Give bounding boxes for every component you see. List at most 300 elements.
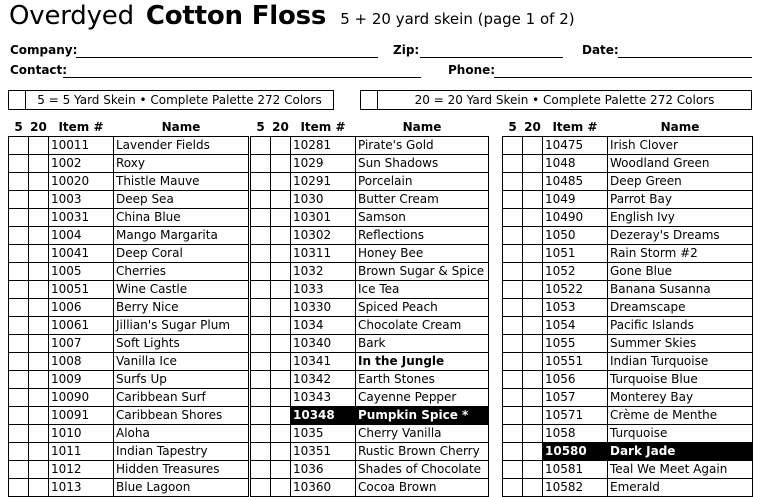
color-name: Rain Storm #2: [608, 245, 753, 263]
color-name: Ice Tea: [356, 281, 489, 299]
item-number: 1053: [543, 299, 608, 317]
color-name: Cherry Vanilla: [356, 425, 489, 443]
checkbox-5-yard[interactable]: [251, 209, 271, 227]
item-number: 1033: [291, 281, 356, 299]
checkbox-5-yard[interactable]: [503, 155, 523, 173]
checkbox-20-yard[interactable]: [29, 443, 49, 461]
checkbox-5-yard[interactable]: [251, 299, 271, 317]
item-number: 10581: [543, 461, 608, 479]
checkbox-5-yard[interactable]: [251, 155, 271, 173]
checkbox-5-yard[interactable]: [9, 155, 29, 173]
color-table-1: [8, 118, 249, 497]
table-row: [9, 299, 249, 317]
table-row: [503, 299, 753, 317]
checkbox-5-yard[interactable]: [251, 263, 271, 281]
checkbox-20-yard[interactable]: [523, 245, 543, 263]
checkbox-5-yard[interactable]: [251, 353, 271, 371]
color-name: Caribbean Shores: [114, 407, 249, 425]
checkbox-5-yard[interactable]: [503, 461, 523, 479]
table-row: [9, 317, 249, 335]
company-label: Company:: [10, 43, 78, 57]
color-name: Surfs Up: [114, 371, 249, 389]
item-number: 10291: [291, 173, 356, 191]
checkbox-5-yard[interactable]: [251, 335, 271, 353]
table-row: [503, 407, 753, 425]
item-number: 10041: [49, 245, 114, 263]
item-number: 10091: [49, 407, 114, 425]
table-row: [503, 425, 753, 443]
checkbox-20-yard[interactable]: [523, 371, 543, 389]
header-name: Name: [660, 120, 700, 134]
item-number: 1012: [49, 461, 114, 479]
checkbox-20-yard[interactable]: [29, 263, 49, 281]
company-field[interactable]: [76, 57, 378, 58]
item-number: 1008: [49, 353, 114, 371]
table-row: [251, 317, 489, 335]
item-number: 1030: [291, 191, 356, 209]
checkbox-5-yard[interactable]: [9, 317, 29, 335]
item-number: 10340: [291, 335, 356, 353]
item-number: 10061: [49, 317, 114, 335]
checkbox-5-yard[interactable]: [9, 425, 29, 443]
color-name: Thistle Mauve: [114, 173, 249, 191]
checkbox-20-yard[interactable]: [271, 461, 291, 479]
title-light: Overdyed: [9, 1, 134, 31]
item-number: 1007: [49, 335, 114, 353]
table-row: [251, 191, 489, 209]
checkbox-20-yard[interactable]: [271, 191, 291, 209]
color-name: China Blue: [114, 209, 249, 227]
checkbox-5-yard[interactable]: [251, 137, 271, 155]
table-row: [503, 389, 753, 407]
checkbox-5-yard[interactable]: [503, 353, 523, 371]
table-row: [503, 245, 753, 263]
color-name: Hidden Treasures: [114, 461, 249, 479]
checkbox-5-yard[interactable]: [9, 263, 29, 281]
checkbox-20-yard[interactable]: [523, 317, 543, 335]
item-number: 10330: [291, 299, 356, 317]
checkbox-5-yard[interactable]: [503, 281, 523, 299]
checkbox-5-yard[interactable]: [9, 371, 29, 389]
color-name: Turquoise Blue: [608, 371, 753, 389]
table-row: [251, 281, 489, 299]
checkbox-5-yard[interactable]: [9, 335, 29, 353]
table-row: [503, 371, 753, 389]
checkbox-20-yard[interactable]: [523, 425, 543, 443]
table-row: [503, 335, 753, 353]
color-name: Brown Sugar & Spice: [356, 263, 489, 281]
checkbox-20-yard[interactable]: [271, 245, 291, 263]
checkbox-5-yard[interactable]: [9, 209, 29, 227]
item-number: 10475: [543, 137, 608, 155]
checkbox-5-yard[interactable]: [251, 371, 271, 389]
table-row: [9, 479, 249, 497]
item-number: 1054: [543, 317, 608, 335]
checkbox-20-yard[interactable]: [523, 191, 543, 209]
item-number: 1048: [543, 155, 608, 173]
color-name: Emerald: [608, 479, 753, 497]
contact-field[interactable]: [63, 77, 421, 78]
checkbox-5-yard[interactable]: [251, 245, 271, 263]
color-name: Butter Cream: [356, 191, 489, 209]
color-name: Indian Turquoise: [608, 353, 753, 371]
checkbox-20-yard[interactable]: [271, 227, 291, 245]
checkbox-20-yard[interactable]: [523, 389, 543, 407]
color-name: Mango Margarita: [114, 227, 249, 245]
checkbox-20-yard[interactable]: [523, 209, 543, 227]
checkbox-20-yard[interactable]: [29, 389, 49, 407]
header-item: Item #: [300, 120, 346, 134]
item-number: 10031: [49, 209, 114, 227]
table-row: [503, 173, 753, 191]
checkbox-20-yard[interactable]: [271, 479, 291, 497]
table-row: [503, 227, 753, 245]
color-name: Reflections: [356, 227, 489, 245]
color-name: Turquoise: [608, 425, 753, 443]
item-number: 1055: [543, 335, 608, 353]
checkbox-5-yard[interactable]: [251, 461, 271, 479]
checkbox-5-yard[interactable]: [251, 479, 271, 497]
table-row: [9, 173, 249, 191]
checkbox-20-yard[interactable]: [29, 209, 49, 227]
checkbox-20-yard[interactable]: [271, 335, 291, 353]
color-name: Jillian's Sugar Plum: [114, 317, 249, 335]
item-number: 1035: [291, 425, 356, 443]
table-row: [503, 209, 753, 227]
legend-5-checkbox[interactable]: [9, 91, 26, 109]
checkbox-5-yard[interactable]: [9, 461, 29, 479]
table-row: [9, 209, 249, 227]
checkbox-5-yard[interactable]: [9, 479, 29, 497]
checkbox-20-yard[interactable]: [29, 353, 49, 371]
table-row: [251, 353, 489, 371]
item-number: 10051: [49, 281, 114, 299]
header-5: 5: [256, 120, 265, 134]
item-number: 1004: [49, 227, 114, 245]
table-row: [503, 281, 753, 299]
color-name: In the Jungle: [356, 353, 489, 371]
item-number: 1058: [543, 425, 608, 443]
checkbox-5-yard[interactable]: [9, 281, 29, 299]
color-name: Aloha: [114, 425, 249, 443]
legend-5-yard: [8, 90, 334, 110]
checkbox-20-yard[interactable]: [271, 137, 291, 155]
checkbox-5-yard[interactable]: [251, 191, 271, 209]
checkbox-5-yard[interactable]: [251, 317, 271, 335]
phone-field[interactable]: [494, 77, 752, 78]
table-row: [251, 461, 489, 479]
checkbox-20-yard[interactable]: [29, 461, 49, 479]
checkbox-20-yard[interactable]: [271, 443, 291, 461]
color-table-2: [250, 118, 489, 497]
table-row: [251, 389, 489, 407]
checkbox-20-yard[interactable]: [523, 173, 543, 191]
checkbox-20-yard[interactable]: [271, 155, 291, 173]
table-row: [9, 281, 249, 299]
color-name: Roxy: [114, 155, 249, 173]
checkbox-20-yard[interactable]: [271, 425, 291, 443]
checkbox-20-yard[interactable]: [29, 371, 49, 389]
checkbox-20-yard[interactable]: [523, 281, 543, 299]
item-number: 10582: [543, 479, 608, 497]
color-name: Irish Clover: [608, 137, 753, 155]
table-row: [251, 371, 489, 389]
checkbox-20-yard[interactable]: [271, 407, 291, 425]
zip-field[interactable]: [420, 57, 563, 58]
checkbox-5-yard[interactable]: [503, 371, 523, 389]
item-number: 1056: [543, 371, 608, 389]
table-row: [9, 191, 249, 209]
table-row: [251, 227, 489, 245]
checkbox-20-yard[interactable]: [29, 191, 49, 209]
checkbox-5-yard[interactable]: [503, 317, 523, 335]
table-row: [503, 479, 753, 497]
checkbox-20-yard[interactable]: [271, 353, 291, 371]
table-row: [9, 425, 249, 443]
checkbox-5-yard[interactable]: [9, 191, 29, 209]
color-name: Summer Skies: [608, 335, 753, 353]
checkbox-5-yard[interactable]: [251, 227, 271, 245]
checkbox-5-yard[interactable]: [9, 389, 29, 407]
table-row: [251, 245, 489, 263]
checkbox-20-yard[interactable]: [271, 389, 291, 407]
table-row: [503, 317, 753, 335]
item-number: 10522: [543, 281, 608, 299]
checkbox-20-yard[interactable]: [523, 461, 543, 479]
checkbox-5-yard[interactable]: [503, 209, 523, 227]
item-number: 1011: [49, 443, 114, 461]
header-item: Item #: [552, 120, 598, 134]
header-5: 5: [508, 120, 517, 134]
item-number: 1050: [543, 227, 608, 245]
checkbox-20-yard[interactable]: [29, 407, 49, 425]
checkbox-5-yard[interactable]: [503, 407, 523, 425]
checkbox-5-yard[interactable]: [503, 335, 523, 353]
checkbox-20-yard[interactable]: [523, 299, 543, 317]
item-number: 1029: [291, 155, 356, 173]
checkbox-20-yard[interactable]: [271, 317, 291, 335]
table-row: [503, 443, 753, 461]
checkbox-5-yard[interactable]: [503, 227, 523, 245]
checkbox-20-yard[interactable]: [523, 407, 543, 425]
header-name: Name: [402, 120, 442, 134]
checkbox-5-yard[interactable]: [503, 173, 523, 191]
checkbox-5-yard[interactable]: [503, 263, 523, 281]
checkbox-20-yard[interactable]: [29, 173, 49, 191]
table-row: [9, 407, 249, 425]
checkbox-20-yard[interactable]: [523, 263, 543, 281]
header-name: Name: [161, 120, 201, 134]
item-number: 1052: [543, 263, 608, 281]
item-number: 10020: [49, 173, 114, 191]
item-number: 10571: [543, 407, 608, 425]
checkbox-20-yard[interactable]: [29, 425, 49, 443]
color-name: Pirate's Gold: [356, 137, 489, 155]
table-row: [251, 479, 489, 497]
checkbox-20-yard[interactable]: [29, 281, 49, 299]
item-number: 10485: [543, 173, 608, 191]
item-number: 1049: [543, 191, 608, 209]
table-row: [503, 155, 753, 173]
item-number: 10351: [291, 443, 356, 461]
checkbox-20-yard[interactable]: [523, 227, 543, 245]
table-row: [251, 425, 489, 443]
color-name: Blue Lagoon: [114, 479, 249, 497]
table-row: [9, 389, 249, 407]
item-number: 10311: [291, 245, 356, 263]
item-number: 1002: [49, 155, 114, 173]
checkbox-20-yard[interactable]: [523, 335, 543, 353]
checkbox-5-yard[interactable]: [503, 425, 523, 443]
checkbox-20-yard[interactable]: [271, 371, 291, 389]
table-row: [251, 209, 489, 227]
item-number: 10580: [543, 443, 608, 461]
checkbox-5-yard[interactable]: [9, 173, 29, 191]
checkbox-5-yard[interactable]: [9, 137, 29, 155]
item-number: 1003: [49, 191, 114, 209]
table-row: [9, 137, 249, 155]
color-name: Crème de Menthe: [608, 407, 753, 425]
legend-20-yard: [360, 90, 752, 110]
header-20: 20: [272, 120, 289, 134]
color-name: Parrot Bay: [608, 191, 753, 209]
item-number: 10348: [291, 407, 356, 425]
header-item: Item #: [58, 120, 104, 134]
legend-20-checkbox[interactable]: [361, 91, 378, 109]
contact-label: Contact:: [10, 63, 68, 77]
table-row: [251, 173, 489, 191]
color-name: Deep Green: [608, 173, 753, 191]
checkbox-20-yard[interactable]: [271, 263, 291, 281]
checkbox-20-yard[interactable]: [29, 299, 49, 317]
table-row: [251, 263, 489, 281]
checkbox-5-yard[interactable]: [251, 173, 271, 191]
color-name: Deep Sea: [114, 191, 249, 209]
color-name: Dark Jade: [608, 443, 753, 461]
item-number: 1034: [291, 317, 356, 335]
table-row: [503, 137, 753, 155]
table-row: [251, 407, 489, 425]
zip-label: Zip:: [393, 43, 420, 57]
checkbox-20-yard[interactable]: [271, 209, 291, 227]
checkbox-5-yard[interactable]: [503, 245, 523, 263]
checkbox-20-yard[interactable]: [523, 137, 543, 155]
checkbox-20-yard[interactable]: [523, 155, 543, 173]
date-label: Date:: [582, 43, 619, 57]
color-name: English Ivy: [608, 209, 753, 227]
checkbox-5-yard[interactable]: [251, 425, 271, 443]
table-row: [9, 353, 249, 371]
table-row: [251, 299, 489, 317]
table-row: [9, 443, 249, 461]
color-name: Cayenne Pepper: [356, 389, 489, 407]
checkbox-5-yard[interactable]: [503, 191, 523, 209]
checkbox-5-yard[interactable]: [503, 137, 523, 155]
color-name: Shades of Chocolate: [356, 461, 489, 479]
checkbox-5-yard[interactable]: [503, 443, 523, 461]
item-number: 10281: [291, 137, 356, 155]
color-name: Spiced Peach: [356, 299, 489, 317]
checkbox-20-yard[interactable]: [271, 173, 291, 191]
checkbox-5-yard[interactable]: [9, 407, 29, 425]
item-number: 1013: [49, 479, 114, 497]
checkbox-20-yard[interactable]: [29, 245, 49, 263]
color-name: Lavender Fields: [114, 137, 249, 155]
table-row: [503, 191, 753, 209]
color-name: Gone Blue: [608, 263, 753, 281]
checkbox-20-yard[interactable]: [29, 479, 49, 497]
checkbox-5-yard[interactable]: [503, 299, 523, 317]
color-name: Porcelain: [356, 173, 489, 191]
table-row: [251, 155, 489, 173]
table-row: [503, 461, 753, 479]
checkbox-20-yard[interactable]: [271, 281, 291, 299]
checkbox-5-yard[interactable]: [251, 407, 271, 425]
checkbox-20-yard[interactable]: [523, 443, 543, 461]
checkbox-5-yard[interactable]: [9, 227, 29, 245]
checkbox-5-yard[interactable]: [251, 443, 271, 461]
color-name: Pumpkin Spice *: [356, 407, 489, 425]
table-row: [503, 353, 753, 371]
header-20: 20: [524, 120, 541, 134]
checkbox-5-yard[interactable]: [9, 443, 29, 461]
table-row: [9, 227, 249, 245]
color-name: Cherries: [114, 263, 249, 281]
item-number: 1006: [49, 299, 114, 317]
checkbox-5-yard[interactable]: [251, 281, 271, 299]
checkbox-5-yard[interactable]: [503, 479, 523, 497]
checkbox-5-yard[interactable]: [251, 389, 271, 407]
checkbox-20-yard[interactable]: [29, 227, 49, 245]
item-number: 10090: [49, 389, 114, 407]
item-number: 10360: [291, 479, 356, 497]
title-bold: Cotton Floss: [145, 1, 327, 31]
color-name: Chocolate Cream: [356, 317, 489, 335]
color-name: Wine Castle: [114, 281, 249, 299]
subtitle: 5 + 20 yard skein (page 1 of 2): [340, 10, 575, 28]
checkbox-20-yard[interactable]: [523, 353, 543, 371]
checkbox-5-yard[interactable]: [9, 245, 29, 263]
item-number: 1036: [291, 461, 356, 479]
color-name: Honey Bee: [356, 245, 489, 263]
checkbox-20-yard[interactable]: [29, 137, 49, 155]
color-table-3: [502, 118, 753, 497]
checkbox-20-yard[interactable]: [523, 479, 543, 497]
checkbox-5-yard[interactable]: [9, 299, 29, 317]
checkbox-20-yard[interactable]: [29, 155, 49, 173]
checkbox-20-yard[interactable]: [271, 299, 291, 317]
color-name: Vanilla Ice: [114, 353, 249, 371]
item-number: 1051: [543, 245, 608, 263]
legend-20-text: 20 = 20 Yard Skein • Complete Palette 272 Colors: [414, 93, 715, 107]
checkbox-5-yard[interactable]: [9, 353, 29, 371]
table-row: [251, 335, 489, 353]
color-name: Rustic Brown Cherry: [356, 443, 489, 461]
checkbox-5-yard[interactable]: [503, 389, 523, 407]
checkbox-20-yard[interactable]: [29, 317, 49, 335]
table-row: [9, 263, 249, 281]
table-row: [251, 137, 489, 155]
checkbox-20-yard[interactable]: [29, 335, 49, 353]
color-name: Banana Susanna: [608, 281, 753, 299]
color-name: Earth Stones: [356, 371, 489, 389]
color-name: Samson: [356, 209, 489, 227]
phone-label: Phone:: [448, 63, 496, 77]
item-number: 10302: [291, 227, 356, 245]
legend-5-text: 5 = 5 Yard Skein • Complete Palette 272 Colors: [37, 93, 322, 107]
date-field[interactable]: [618, 57, 752, 58]
header-20: 20: [30, 120, 47, 134]
